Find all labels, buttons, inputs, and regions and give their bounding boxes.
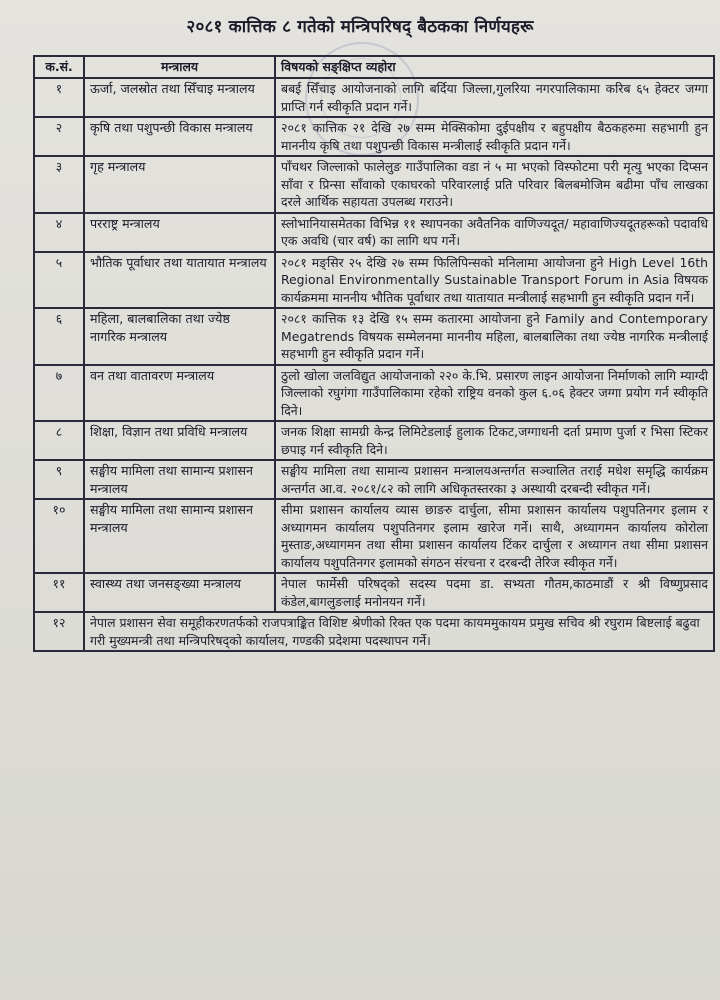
table-row [34,421,714,460]
table-row [34,612,714,651]
subject-cell: २०८१ कात्तिक १३ देखि १५ सम्म कतारमा आयोजना हुने Family and Contemporary Megatrends विषयक सम्मेलनमा माननीय महिला, बालबालिका तथा ज्येष्ठ नागरिक मन्त्रीलाई सहभागी हुन स्वीकृति प्रदान गर्ने। [275,308,714,365]
ministry-cell: कृषि तथा पशुपन्छी विकास मन्त्रालय [84,117,275,156]
subject-cell: २०८१ कात्तिक २१ देखि २७ सम्म मेक्सिकोमा दुईपक्षीय र बहुपक्षीय बैठकहरुमा सहभागी हुन माननीय कृषि तथा पशुपन्छी विकास मन्त्रीलाई स्वीकृति प्रदान गर्ने। [275,117,714,156]
serial-cell: ७ [34,365,84,422]
table-row [34,117,714,156]
decisions-table [33,55,715,652]
table-row [34,308,714,365]
serial-cell: ४ [34,213,84,252]
serial-cell: १२ [34,612,84,651]
header-ministry: मन्त्रालय [84,56,275,78]
table-row [34,156,714,213]
ministry-cell: सङ्घीय मामिला तथा सामान्य प्रशासन मन्त्रालय [84,499,275,573]
table-row [34,573,714,612]
subject-cell-full: नेपाल प्रशासन सेवा समूहीकरणतर्फको राजपत्राङ्कित विशिष्ट श्रेणीको रिक्त एक पदमा कायममुकायम प्रमुख सचिव श्री रघुराम बिष्टलाई बढुवा गरी मुख्यमन्त्री तथा मन्त्रिपरिषद्को कार्यालय, गण्डकी प्रदेशमा पदस्थापन गर्ने। [84,612,714,651]
subject-cell: २०८१ मङ्सिर २५ देखि २७ सम्म फिलिपिन्सको मनिलामा आयोजना हुने High Level 16th Regional Environmentally Sustainable Transport Forum in Asia विषयक कार्यक्रममा माननीय भौतिक पूर्वाधार तथा यातायात मन्त्रीलाई सहभागी हुन स्वीकृति प्रदान गर्ने। [275,252,714,309]
subject-cell: ठुलो खोला जलविद्युत आयोजनाको २२० के.भि. प्रसारण लाइन आयोजना निर्माणको लागि म्याग्दी जिल्लाको रघुगंगा गाउँपालिकामा रहेको राष्ट्रिय वनको कुल ६.०६ हेक्टर जग्गा प्रयोग गर्न स्वीकृति दिने। [275,365,714,422]
table-row [34,78,714,117]
serial-cell: ५ [34,252,84,309]
subject-cell: बबई सिँचाइ आयोजनाको लागि बर्दिया जिल्ला,गुलरिया नगरपालिकामा करिब ६५ हेक्टर जग्गा प्राप्ति गर्न स्वीकृति प्रदान गर्ने। [275,78,714,117]
subject-cell: सीमा प्रशासन कार्यालय व्यास छाङरु दार्चुला, सीमा प्रशासन कार्यालय पशुपतिनगर इलाम र अध्यागमन कार्यालय पशुपतिनगर इलाम खारेज गर्ने। साथै, अध्यागमन कार्यालय कोरोला मुस्ताङ,अध्यागमन तथा सीमा प्रशासन कार्यालय टिंकर दार्चुला र अध्यागन तथा सीमा प्रशासन कार्यालय पशुपतिनगर इलामको संगठन संरचना र दरबन्दी तेरिज स्वीकृत गर्ने। [275,499,714,573]
subject-cell: जनक शिक्षा सामग्री केन्द्र लिमिटेडलाई हुलाक टिकट,जग्गाधनी दर्ता प्रमाण पुर्जा र भिसा स्टिकर छपाइ गर्न स्वीकृति दिने। [275,421,714,460]
serial-cell: ६ [34,308,84,365]
ministry-cell: परराष्ट्र मन्त्रालय [84,213,275,252]
serial-cell: १ [34,78,84,117]
ministry-cell: सङ्घीय मामिला तथा सामान्य प्रशासन मन्त्रालय [84,460,275,499]
table-row [34,252,714,309]
table-row [34,499,714,573]
table-row [34,365,714,422]
header-serial: क.सं. [34,56,84,78]
serial-cell: ८ [34,421,84,460]
serial-cell: ९ [34,460,84,499]
serial-cell: ११ [34,573,84,612]
subject-cell: सङ्घीय मामिला तथा सामान्य प्रशासन मन्त्रालयअन्तर्गत सञ्चालित तराई मधेश समृद्धि कार्यक्रम अन्तर्गत आ.व. २०८१/८२ को लागि अधिकृतस्तरका ३ अस्थायी दरबन्दी स्वीकृत गर्ने। [275,460,714,499]
serial-cell: १० [34,499,84,573]
ministry-cell: महिला, बालबालिका तथा ज्येष्ठ नागरिक मन्त्रालय [84,308,275,365]
table-row [34,460,714,499]
table-header-row [34,56,714,78]
subject-cell: नेपाल फार्मेसी परिषद्को सदस्य पदमा डा. सभ्यता गौतम,काठमाडौं र श्री विष्णुप्रसाद कंडेल,बागलुङलाई मनोनयन गर्ने। [275,573,714,612]
ministry-cell: भौतिक पूर्वाधार तथा यातायात मन्त्रालय [84,252,275,309]
ministry-cell: शिक्षा, विज्ञान तथा प्रविधि मन्त्रालय [84,421,275,460]
ministry-cell: गृह मन्त्रालय [84,156,275,213]
subject-cell: स्लोभानियासमेतका विभिन्न ११ स्थापनका अवैतनिक वाणिज्यदूत/ महावाणिज्यदूतहरूको पदावधि एक अवधि (चार वर्ष) का लागि थप गर्ने। [275,213,714,252]
header-subject: विषयको सङ्क्षिप्त व्यहोरा [275,56,714,78]
ministry-cell: ऊर्जा, जलस्रोत तथा सिँचाइ मन्त्रालय [84,78,275,117]
serial-cell: ३ [34,156,84,213]
serial-cell: २ [34,117,84,156]
subject-cell: पाँचथर जिल्लाको फालेलुङ गाउँपालिका वडा नं ५ मा भएको विस्फोटमा परी मृत्यु भएका दिप्सन साँवा र प्रिन्सा साँवाको एकाघरको परिवारलाई प्रति परिवार बिलबमोजिम बढीमा पाँच लाखका दरले आर्थिक सहायता उपलब्ध गराउने। [275,156,714,213]
ministry-cell: स्वास्थ्य तथा जनसङ्ख्या मन्त्रालय [84,573,275,612]
document-title: २०८१ कात्तिक ८ गतेको मन्त्रिपरिषद् बैठकका निर्णयहरू [186,17,534,37]
table-row [34,213,714,252]
ministry-cell: वन तथा वातावरण मन्त्रालय [84,365,275,422]
